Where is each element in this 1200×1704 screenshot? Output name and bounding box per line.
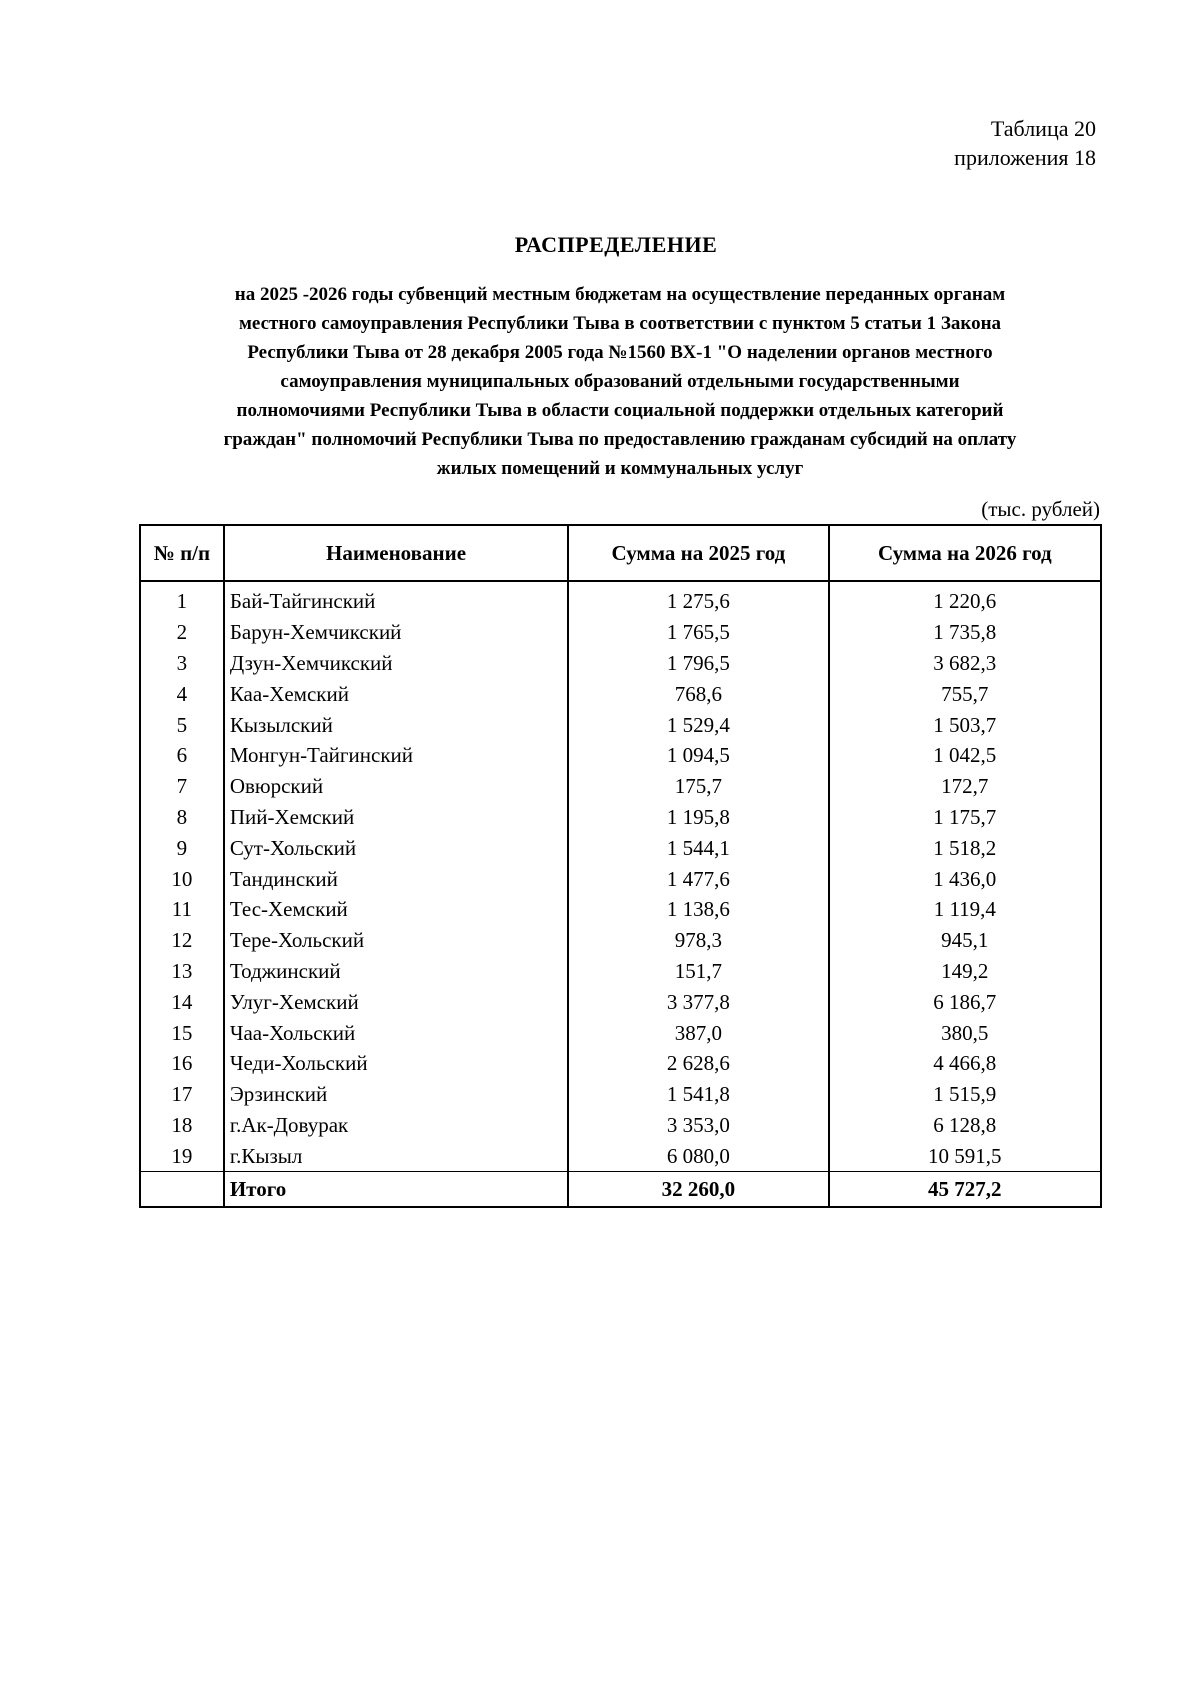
table-row (140, 740, 1101, 771)
row-sum-2025: 1 765,5 (568, 617, 828, 648)
row-number: 13 (140, 956, 224, 987)
row-name: Улуг-Хемский (224, 986, 568, 1017)
table-row (140, 986, 1101, 1017)
row-sum-2026: 380,5 (829, 1017, 1101, 1048)
row-number: 4 (140, 678, 224, 709)
row-number: 19 (140, 1140, 224, 1171)
row-name: Дзун-Хемчикский (224, 648, 568, 679)
table-row (140, 832, 1101, 863)
table-row (140, 925, 1101, 956)
row-sum-2026: 755,7 (829, 678, 1101, 709)
row-number: 12 (140, 925, 224, 956)
row-number: 6 (140, 740, 224, 771)
row-name: Бай-Тайгинский (224, 581, 568, 617)
row-sum-2025: 1 138,6 (568, 894, 828, 925)
total-label: Итого (224, 1172, 568, 1208)
row-name: Эрзинский (224, 1079, 568, 1110)
row-sum-2026: 1 220,6 (829, 581, 1101, 617)
row-sum-2025: 387,0 (568, 1017, 828, 1048)
row-sum-2026: 3 682,3 (829, 648, 1101, 679)
row-sum-2025: 1 529,4 (568, 709, 828, 740)
total-sum-2026: 45 727,2 (829, 1172, 1101, 1208)
column-header-name: Наименование (224, 525, 568, 581)
row-sum-2025: 3 377,8 (568, 986, 828, 1017)
row-sum-2026: 6 186,7 (829, 986, 1101, 1017)
row-name: Кызылский (224, 709, 568, 740)
row-number: 1 (140, 581, 224, 617)
row-sum-2026: 1 042,5 (829, 740, 1101, 771)
table-reference-line2: приложения 18 (954, 145, 1096, 170)
subtitle-line: жилых помещений и коммунальных услуг (436, 458, 804, 479)
table-reference (954, 114, 1096, 172)
row-sum-2025: 1 275,6 (568, 581, 828, 617)
table-row (140, 1110, 1101, 1141)
row-name: Чеди-Хольский (224, 1048, 568, 1079)
total-number (140, 1172, 224, 1208)
row-sum-2025: 2 628,6 (568, 1048, 828, 1079)
table-row (140, 802, 1101, 833)
row-name: г.Ак-Довурак (224, 1110, 568, 1141)
row-sum-2025: 3 353,0 (568, 1110, 828, 1141)
column-header-sum-2026: Сумма на 2026 год (829, 525, 1101, 581)
table-header-row (140, 525, 1101, 581)
subtitle-line: на 2025 -2026 годы субвенций местным бюджетам на осуществление переданных органам (234, 284, 1006, 305)
row-sum-2026: 172,7 (829, 771, 1101, 802)
row-sum-2025: 6 080,0 (568, 1140, 828, 1171)
row-sum-2025: 1 477,6 (568, 863, 828, 894)
row-sum-2025: 1 544,1 (568, 832, 828, 863)
table-row (140, 863, 1101, 894)
row-number: 16 (140, 1048, 224, 1079)
row-sum-2026: 1 518,2 (829, 832, 1101, 863)
row-number: 9 (140, 832, 224, 863)
subtitle-line: Республики Тыва от 28 декабря 2005 года №1560 ВХ-1 "О наделении органов местного (247, 342, 993, 363)
row-number: 2 (140, 617, 224, 648)
row-sum-2026: 1 735,8 (829, 617, 1101, 648)
distribution-table (139, 524, 1102, 1208)
row-sum-2025: 1 541,8 (568, 1079, 828, 1110)
row-sum-2026: 1 175,7 (829, 802, 1101, 833)
table-row (140, 1048, 1101, 1079)
table-row (140, 771, 1101, 802)
table-row (140, 617, 1101, 648)
units-label: (тыс. рублей) (981, 497, 1100, 521)
row-sum-2026: 1 436,0 (829, 863, 1101, 894)
row-name: Тоджинский (224, 956, 568, 987)
column-header-sum-2025: Сумма на 2025 год (568, 525, 828, 581)
row-sum-2026: 10 591,5 (829, 1140, 1101, 1171)
row-sum-2025: 1 094,5 (568, 740, 828, 771)
row-number: 3 (140, 648, 224, 679)
row-name: Тере-Хольский (224, 925, 568, 956)
row-sum-2026: 149,2 (829, 956, 1101, 987)
document-title: РАСПРЕДЕЛЕНИЕ (514, 232, 718, 257)
row-number: 17 (140, 1079, 224, 1110)
table-row (140, 956, 1101, 987)
row-number: 10 (140, 863, 224, 894)
table-row (140, 1140, 1101, 1171)
row-sum-2025: 768,6 (568, 678, 828, 709)
row-name: Овюрский (224, 771, 568, 802)
row-sum-2026: 4 466,8 (829, 1048, 1101, 1079)
row-number: 14 (140, 986, 224, 1017)
row-name: Сут-Хольский (224, 832, 568, 863)
row-number: 11 (140, 894, 224, 925)
table-row (140, 1017, 1101, 1048)
row-sum-2025: 175,7 (568, 771, 828, 802)
document-subtitle (140, 280, 1100, 483)
row-sum-2025: 151,7 (568, 956, 828, 987)
table-row (140, 581, 1101, 617)
row-name: Пий-Хемский (224, 802, 568, 833)
subtitle-line: граждан" полномочий Республики Тыва по предоставлению гражданам субсидий на оплату (223, 429, 1017, 450)
row-name: Чаа-Хольский (224, 1017, 568, 1048)
row-sum-2025: 1 195,8 (568, 802, 828, 833)
table-row (140, 648, 1101, 679)
row-sum-2025: 1 796,5 (568, 648, 828, 679)
row-sum-2025: 978,3 (568, 925, 828, 956)
row-number: 5 (140, 709, 224, 740)
row-number: 7 (140, 771, 224, 802)
subtitle-line: местного самоуправления Республики Тыва в соответствии с пунктом 5 статьи 1 Закона (238, 313, 1002, 334)
table-row (140, 1079, 1101, 1110)
row-name: Барун-Хемчикский (224, 617, 568, 648)
row-name: Монгун-Тайгинский (224, 740, 568, 771)
table-body (140, 581, 1101, 1207)
subtitle-line: полномочиями Республики Тыва в области социальной поддержки отдельных категорий (236, 400, 1004, 421)
total-sum-2025: 32 260,0 (568, 1172, 828, 1208)
table-row (140, 678, 1101, 709)
row-sum-2026: 1 503,7 (829, 709, 1101, 740)
column-header-number: № п/п (140, 525, 224, 581)
row-sum-2026: 945,1 (829, 925, 1101, 956)
row-name: г.Кызыл (224, 1140, 568, 1171)
row-sum-2026: 1 119,4 (829, 894, 1101, 925)
row-sum-2026: 1 515,9 (829, 1079, 1101, 1110)
row-number: 18 (140, 1110, 224, 1141)
row-name: Тандинский (224, 863, 568, 894)
table-reference-line1: Таблица 20 (990, 116, 1096, 141)
table-row (140, 894, 1101, 925)
total-row (140, 1172, 1101, 1208)
row-number: 15 (140, 1017, 224, 1048)
subtitle-line: самоуправления муниципальных образований отдельными государственными (280, 371, 960, 392)
row-name: Каа-Хемский (224, 678, 568, 709)
row-sum-2026: 6 128,8 (829, 1110, 1101, 1141)
table-row (140, 709, 1101, 740)
row-name: Тес-Хемский (224, 894, 568, 925)
row-number: 8 (140, 802, 224, 833)
